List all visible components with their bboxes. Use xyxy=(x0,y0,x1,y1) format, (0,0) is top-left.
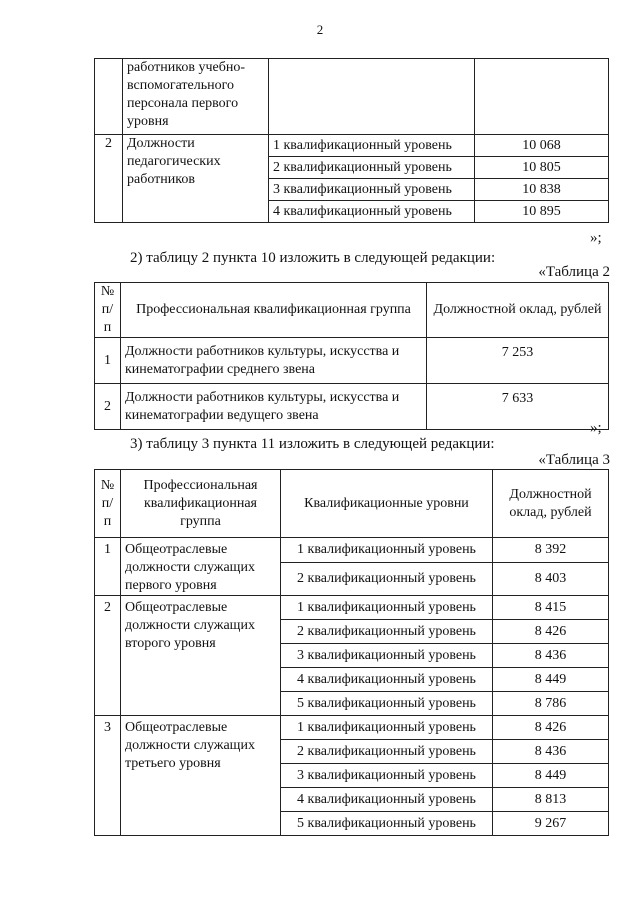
cell-salary xyxy=(475,59,609,135)
table-row xyxy=(95,596,609,620)
cell-level: 4 квалификационный уровень xyxy=(269,201,475,223)
cell-level: 2 квалификационный уровень xyxy=(281,620,493,644)
cell-salary: 8 436 xyxy=(493,740,609,764)
cell-level: 4 квалификационный уровень xyxy=(281,668,493,692)
cell-salary: 8 786 xyxy=(493,692,609,716)
table-row xyxy=(95,338,609,384)
cell-level: 1 квалификационный уровень xyxy=(281,596,493,620)
cell-salary: 9 267 xyxy=(493,812,609,836)
table-2-caption: «Таблица 2 xyxy=(538,264,610,280)
table-row xyxy=(95,59,609,135)
table-2 xyxy=(94,282,609,430)
table-header-row xyxy=(95,283,609,338)
table-3 xyxy=(94,469,609,836)
cell-group: Общеотраслевые должности служащих третьего уровня xyxy=(121,716,281,836)
cell-level xyxy=(269,59,475,135)
cell-level: 5 квалификационный уровень xyxy=(281,692,493,716)
cell-group: работников учебно-вспомогательного персонала первого уровня xyxy=(123,59,269,135)
cell-salary: 8 436 xyxy=(493,644,609,668)
header-salary: Должностной оклад, рублей xyxy=(427,283,609,338)
cell-level: 3 квалификационный уровень xyxy=(281,644,493,668)
cell-level: 3 квалификационный уровень xyxy=(269,179,475,201)
cell-num: 2 xyxy=(95,384,121,430)
header-group: Профессиональная квалификационная группа xyxy=(121,283,427,338)
cell-salary: 8 403 xyxy=(493,562,609,595)
cell-salary: 8 392 xyxy=(493,538,609,563)
cell-group: Общеотраслевые должности служащих второго уровня xyxy=(121,596,281,716)
cell-group: Общеотраслевые должности служащих первого уровня xyxy=(121,538,281,596)
header-group: Профессиональная квалификационная группа xyxy=(121,470,281,538)
cell-salary: 8 449 xyxy=(493,668,609,692)
cell-num: 2 xyxy=(95,596,121,716)
cell-level: 2 квалификационный уровень xyxy=(269,157,475,179)
cell-salary: 7 253 xyxy=(427,338,609,384)
page-number: 2 xyxy=(316,22,324,37)
table-3-caption: «Таблица 3 xyxy=(538,452,610,468)
cell-salary: 10 895 xyxy=(475,201,609,223)
header-levels: Квалификационные уровни xyxy=(281,470,493,538)
cell-salary: 8 426 xyxy=(493,716,609,740)
table-row xyxy=(95,135,609,157)
cell-group: Должности работников культуры, искусства и кинематографии ведущего звена xyxy=(121,384,427,430)
cell-salary: 10 838 xyxy=(475,179,609,201)
table-header-row xyxy=(95,470,609,538)
table-row xyxy=(95,384,609,430)
cell-num: 3 xyxy=(95,716,121,836)
cell-group: Должности работников культуры, искусства и кинематографии среднего звена xyxy=(121,338,427,384)
table-1 xyxy=(94,58,609,223)
cell-level: 2 квалификационный уровень xyxy=(281,562,493,595)
cell-salary: 7 633 xyxy=(427,384,609,430)
table-row xyxy=(95,538,609,563)
header-salary: Должностной оклад, рублей xyxy=(493,470,609,538)
cell-salary: 8 426 xyxy=(493,620,609,644)
cell-level: 3 квалификационный уровень xyxy=(281,764,493,788)
cell-level: 1 квалификационный уровень xyxy=(269,135,475,157)
cell-salary: 8 813 xyxy=(493,788,609,812)
cell-num xyxy=(95,59,123,135)
cell-level: 5 квалификационный уровень xyxy=(281,812,493,836)
paragraph-3: 3) таблицу 3 пункта 11 изложить в следующей редакции: xyxy=(130,436,495,452)
table-1-closing: »; xyxy=(590,230,602,246)
cell-num: 1 xyxy=(95,338,121,384)
table-2-closing: »; xyxy=(590,420,602,436)
cell-salary: 8 415 xyxy=(493,596,609,620)
cell-level: 4 квалификационный уровень xyxy=(281,788,493,812)
cell-salary: 10 805 xyxy=(475,157,609,179)
table-row xyxy=(95,716,609,740)
paragraph-2: 2) таблицу 2 пункта 10 изложить в следующей редакции: xyxy=(130,250,496,266)
cell-level: 1 квалификационный уровень xyxy=(281,716,493,740)
header-num: № п/п xyxy=(95,470,121,538)
cell-level: 2 квалификационный уровень xyxy=(281,740,493,764)
cell-level: 1 квалификационный уровень xyxy=(281,538,493,563)
cell-num: 2 xyxy=(95,135,123,223)
cell-num: 1 xyxy=(95,538,121,596)
cell-group: Должности педагогических работников xyxy=(123,135,269,223)
cell-salary: 10 068 xyxy=(475,135,609,157)
header-num: № п/п xyxy=(95,283,121,338)
cell-salary: 8 449 xyxy=(493,764,609,788)
